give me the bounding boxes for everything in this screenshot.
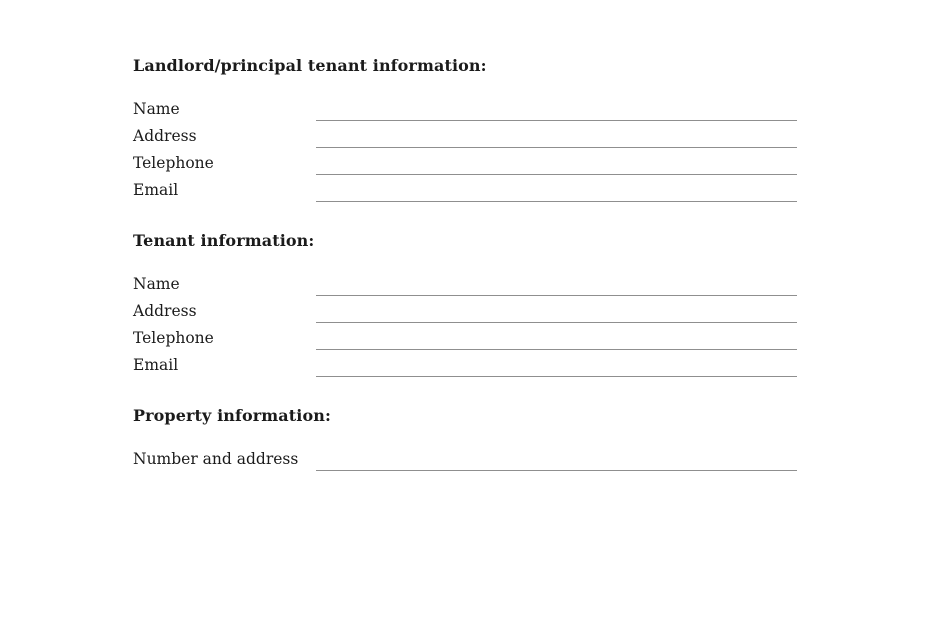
field-row: [133, 446, 797, 473]
field-row: [133, 150, 797, 177]
field-label: Address: [133, 127, 197, 145]
field-input[interactable]: [316, 152, 797, 175]
field-label: Telephone: [133, 154, 214, 172]
field-label: Number and address: [133, 450, 299, 468]
form-section: [133, 405, 930, 473]
field-row: [133, 96, 797, 123]
field-label: Telephone: [133, 329, 214, 347]
section-title: Property information:: [133, 406, 331, 425]
section-title: Tenant information:: [133, 231, 315, 250]
section-title: Landlord/principal tenant information:: [133, 56, 487, 75]
field-input[interactable]: [316, 273, 797, 296]
form-section: [133, 230, 930, 379]
field-row: [133, 271, 797, 298]
field-row: [133, 123, 797, 150]
field-input[interactable]: [316, 98, 797, 121]
field-list: [133, 271, 930, 379]
field-input[interactable]: [316, 125, 797, 148]
field-row: [133, 352, 797, 379]
field-input[interactable]: [316, 354, 797, 377]
field-row: [133, 325, 797, 352]
field-label: Address: [133, 302, 197, 320]
field-list: [133, 96, 930, 204]
field-label: Name: [133, 100, 180, 118]
field-list: [133, 446, 930, 473]
field-input[interactable]: [316, 448, 797, 471]
field-label: Email: [133, 356, 179, 374]
field-label: Name: [133, 275, 180, 293]
field-input[interactable]: [316, 327, 797, 350]
field-row: [133, 298, 797, 325]
field-row: [133, 177, 797, 204]
field-input[interactable]: [316, 300, 797, 323]
field-input[interactable]: [316, 179, 797, 202]
field-label: Email: [133, 181, 179, 199]
form-section: [133, 55, 930, 204]
